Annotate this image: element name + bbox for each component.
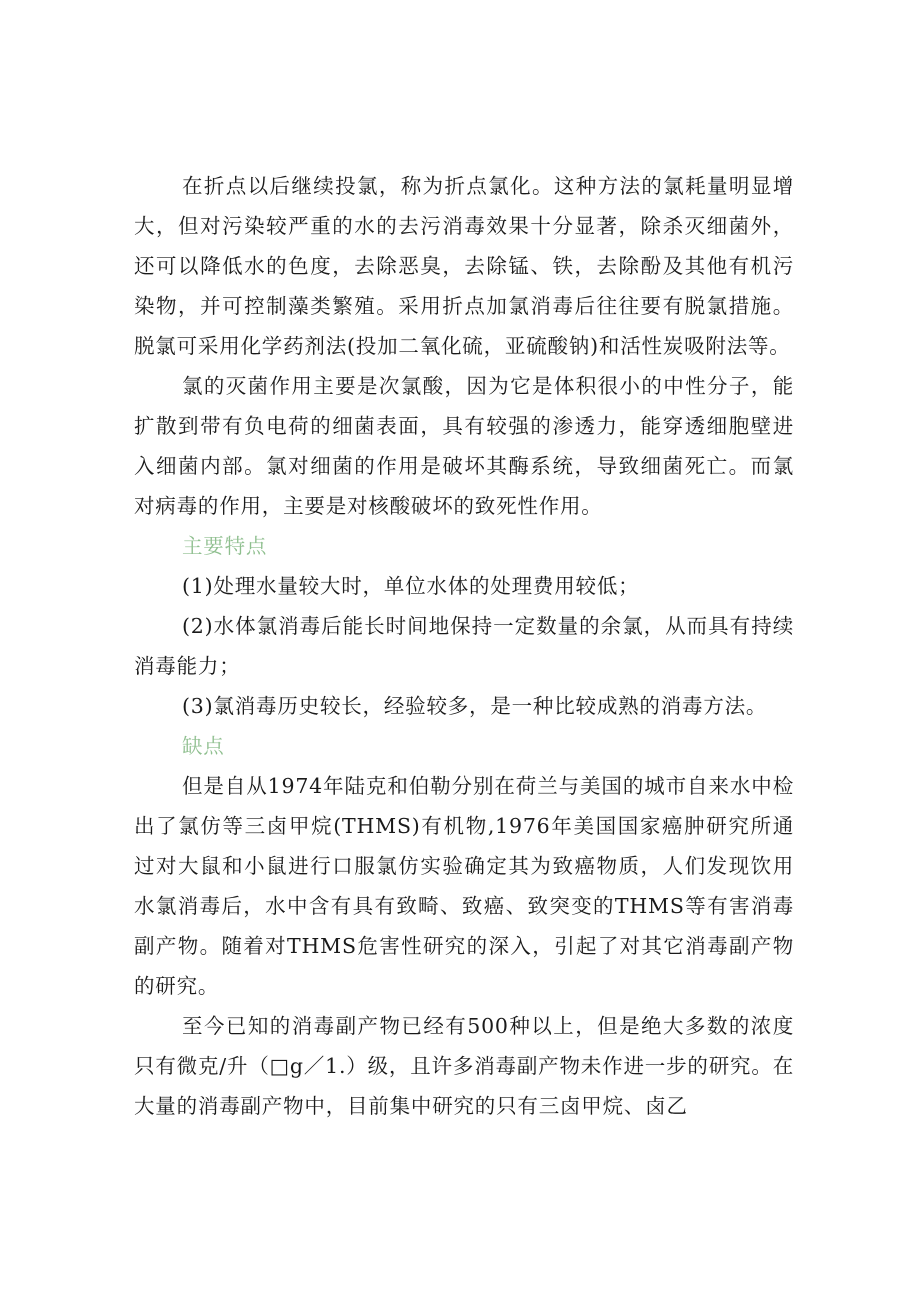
feature-item-3: (3)氯消毒历史较长，经验较多，是一种比较成熟的消毒方法。 [182,694,768,718]
paragraph-hypochlorous-acid: 氯的灭菌作用主要是次氯酸，因为它是体积很小的中性分子，能扩散到带有负电荷的细菌表面，具有较强的渗透力，能穿透细胞壁进入细菌内部。氯对细菌的作用是破坏其酶系统，导致细菌死亡。而氯对病毒的作用，主要是对核酸破坏的致死性作用。 [134,374,794,518]
heading-main-features: 主要特点 [182,534,268,558]
drawback-paragraph-2: 至今已知的消毒副产物已经有500种以上，但是绝大多数的浓度只有微克/升（□g／1.）级，且许多消毒副产物未作进一步的研究。在大量的消毒副产物中，目前集中研究的只有三卤甲烷、卤乙 [134,1014,794,1118]
paragraph-breakpoint-chlorination: 在折点以后继续投氯，称为折点氯化。这种方法的氯耗量明显增大，但对污染较严重的水的去污消毒效果十分显著，除杀灭细菌外，还可以降低水的色度，去除恶臭，去除锰、铁，去除酚及其他有机污染物，并可控制藻类繁殖。采用折点加氯消毒后往往要有脱氯措施。脱氯可采用化学药剂法(投加二氧化硫，亚硫酸钠)和活性炭吸附法等。 [134,174,794,358]
heading-drawbacks: 缺点 [182,734,225,758]
document-body [134,166,794,1126]
drawback-paragraph-1: 但是自从1974年陆克和伯勒分别在荷兰与美国的城市自来水中检出了氯仿等三卤甲烷(THMS)有机物,1976年美国国家癌肿研究所通过对大鼠和小鼠进行口服氯仿实验确定其为致癌物质，人们发现饮用水氯消毒后，水中含有具有致畸、致癌、致突变的THMS等有害消毒副产物。随着对THMS危害性研究的深入，引起了对其它消毒副产物的研究。 [134,774,794,998]
feature-item-2: (2)水体氯消毒后能长时间地保持一定数量的余氯，从而具有持续消毒能力； [134,614,794,678]
feature-item-1: (1)处理水量较大时，单位水体的处理费用较低； [182,574,640,598]
